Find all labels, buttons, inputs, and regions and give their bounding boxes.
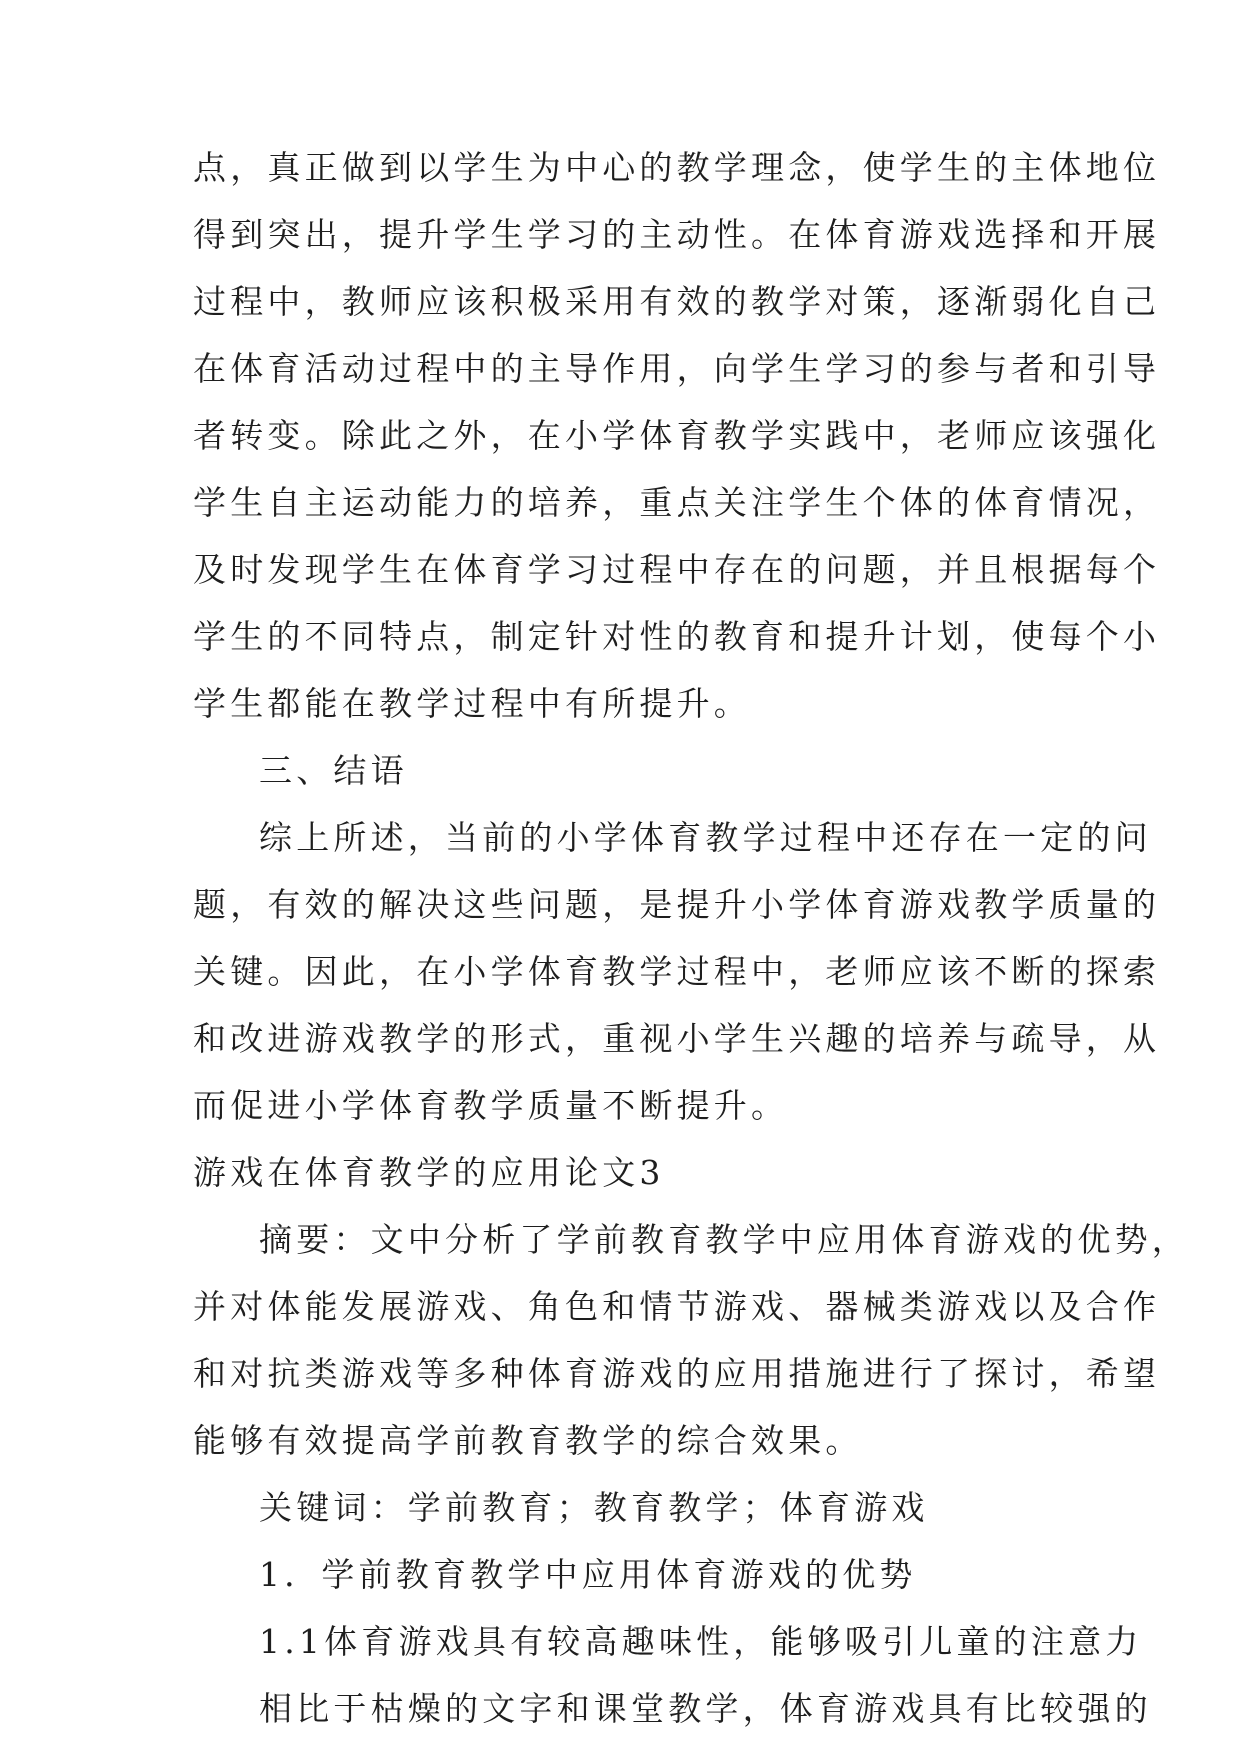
subsection-heading: 1.1体育游戏具有较高趣味性，能够吸引儿童的注意力: [259, 1622, 1143, 1661]
text-line: 题，有效的解决这些问题，是提升小学体育游戏教学质量的: [193, 885, 1161, 924]
abstract-line: 能够有效提高学前教育教学的综合效果。: [193, 1421, 863, 1460]
section-heading: 三、结语: [259, 751, 408, 790]
text-line: 综上所述，当前的小学体育教学过程中还存在一定的问: [259, 818, 1152, 857]
text-line: 学生都能在教学过程中有所提升。: [193, 684, 751, 723]
text-line: 在体育活动过程中的主导作用，向学生学习的参与者和引导: [193, 349, 1161, 388]
text-line: 相比于枯燥的文字和课堂教学，体育游戏具有比较强的: [259, 1689, 1152, 1728]
text-line: 和改进游戏教学的形式，重视小学生兴趣的培养与疏导，从: [193, 1019, 1161, 1058]
text-line: 者转变。除此之外，在小学体育教学实践中，老师应该强化: [193, 416, 1161, 455]
abstract-line: 摘要：文中分析了学前教育教学中应用体育游戏的优势，: [259, 1220, 1189, 1259]
keywords-line: 关键词：学前教育；教育教学；体育游戏: [259, 1488, 929, 1527]
text-line: 学生的不同特点，制定针对性的教育和提升计划，使每个小: [193, 617, 1161, 656]
text-line: 得到突出，提升学生学习的主动性。在体育游戏选择和开展: [193, 215, 1161, 254]
abstract-line: 并对体能发展游戏、角色和情节游戏、器械类游戏以及合作: [193, 1287, 1161, 1326]
text-line: 而促进小学体育教学质量不断提升。: [193, 1086, 789, 1125]
section-heading: 1．学前教育教学中应用体育游戏的优势: [259, 1555, 917, 1594]
text-line: 及时发现学生在体育学习过程中存在的问题，并且根据每个: [193, 550, 1161, 589]
text-line: 关键。因此，在小学体育教学过程中，老师应该不断的探索: [193, 952, 1161, 991]
text-line: 点，真正做到以学生为中心的教学理念，使学生的主体地位: [193, 148, 1161, 187]
article-title: 游戏在体育教学的应用论文3: [193, 1153, 665, 1192]
text-line: 学生自主运动能力的培养，重点关注学生个体的体育情况，: [193, 483, 1161, 522]
abstract-line: 和对抗类游戏等多种体育游戏的应用措施进行了探讨，希望: [193, 1354, 1161, 1393]
text-line: 过程中，教师应该积极采用有效的教学对策，逐渐弱化自己: [193, 282, 1161, 321]
